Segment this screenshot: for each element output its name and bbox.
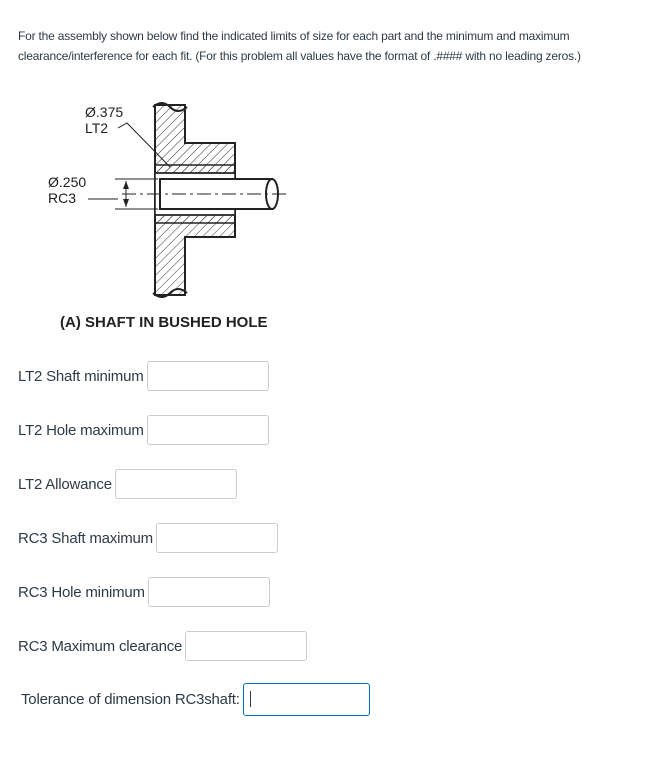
field-label: Tolerance of dimension RC3shaft: bbox=[21, 690, 240, 708]
field-label: RC3 Shaft maximum bbox=[18, 529, 153, 547]
field-label: RC3 Hole minimum bbox=[18, 583, 145, 601]
field-row-lt2-shaft-min bbox=[18, 359, 269, 393]
lt2-shaft-minimum-input[interactable] bbox=[147, 361, 269, 391]
lt2-allowance-input[interactable] bbox=[115, 469, 237, 499]
field-row-rc3-tolerance bbox=[21, 682, 370, 716]
question-instructions: For the assembly shown below find the indicated limits of size for each part and the minimum and maximum clearance/interference for each fit. (For this problem all values have the format of .#### with no leading zeros.) bbox=[18, 29, 581, 63]
rc3-shaft-tolerance-input[interactable] bbox=[243, 683, 370, 716]
field-row-lt2-hole-max bbox=[18, 413, 269, 447]
diagram-caption: (A) SHAFT IN BUSHED HOLE bbox=[60, 314, 268, 331]
field-label: LT2 Hole maximum bbox=[18, 421, 144, 439]
text-caret bbox=[250, 691, 251, 707]
hole-dimension-label: Ø.375 bbox=[85, 104, 124, 120]
field-row-rc3-hole-min bbox=[18, 575, 270, 609]
field-label: RC3 Maximum clearance bbox=[18, 637, 183, 655]
field-row-lt2-allowance bbox=[18, 467, 237, 501]
rc3-maximum-clearance-input[interactable] bbox=[185, 631, 307, 661]
hole-fit-label: LT2 bbox=[85, 120, 109, 136]
shaft-fit-label: RC3 bbox=[48, 190, 77, 206]
field-row-rc3-max-clearance bbox=[18, 629, 307, 663]
field-label: LT2 Allowance bbox=[18, 475, 112, 493]
assembly-diagram bbox=[30, 95, 330, 345]
field-row-rc3-shaft-max bbox=[18, 521, 278, 555]
lt2-hole-maximum-input[interactable] bbox=[147, 415, 269, 445]
shaft-dimension-label: Ø.250 bbox=[48, 174, 87, 190]
field-label: LT2 Shaft minimum bbox=[18, 367, 144, 385]
bushing-wall-top bbox=[155, 165, 235, 173]
rc3-hole-minimum-input[interactable] bbox=[148, 577, 270, 607]
bushing-wall-bottom bbox=[155, 215, 235, 223]
rc3-shaft-maximum-input[interactable] bbox=[156, 523, 278, 553]
